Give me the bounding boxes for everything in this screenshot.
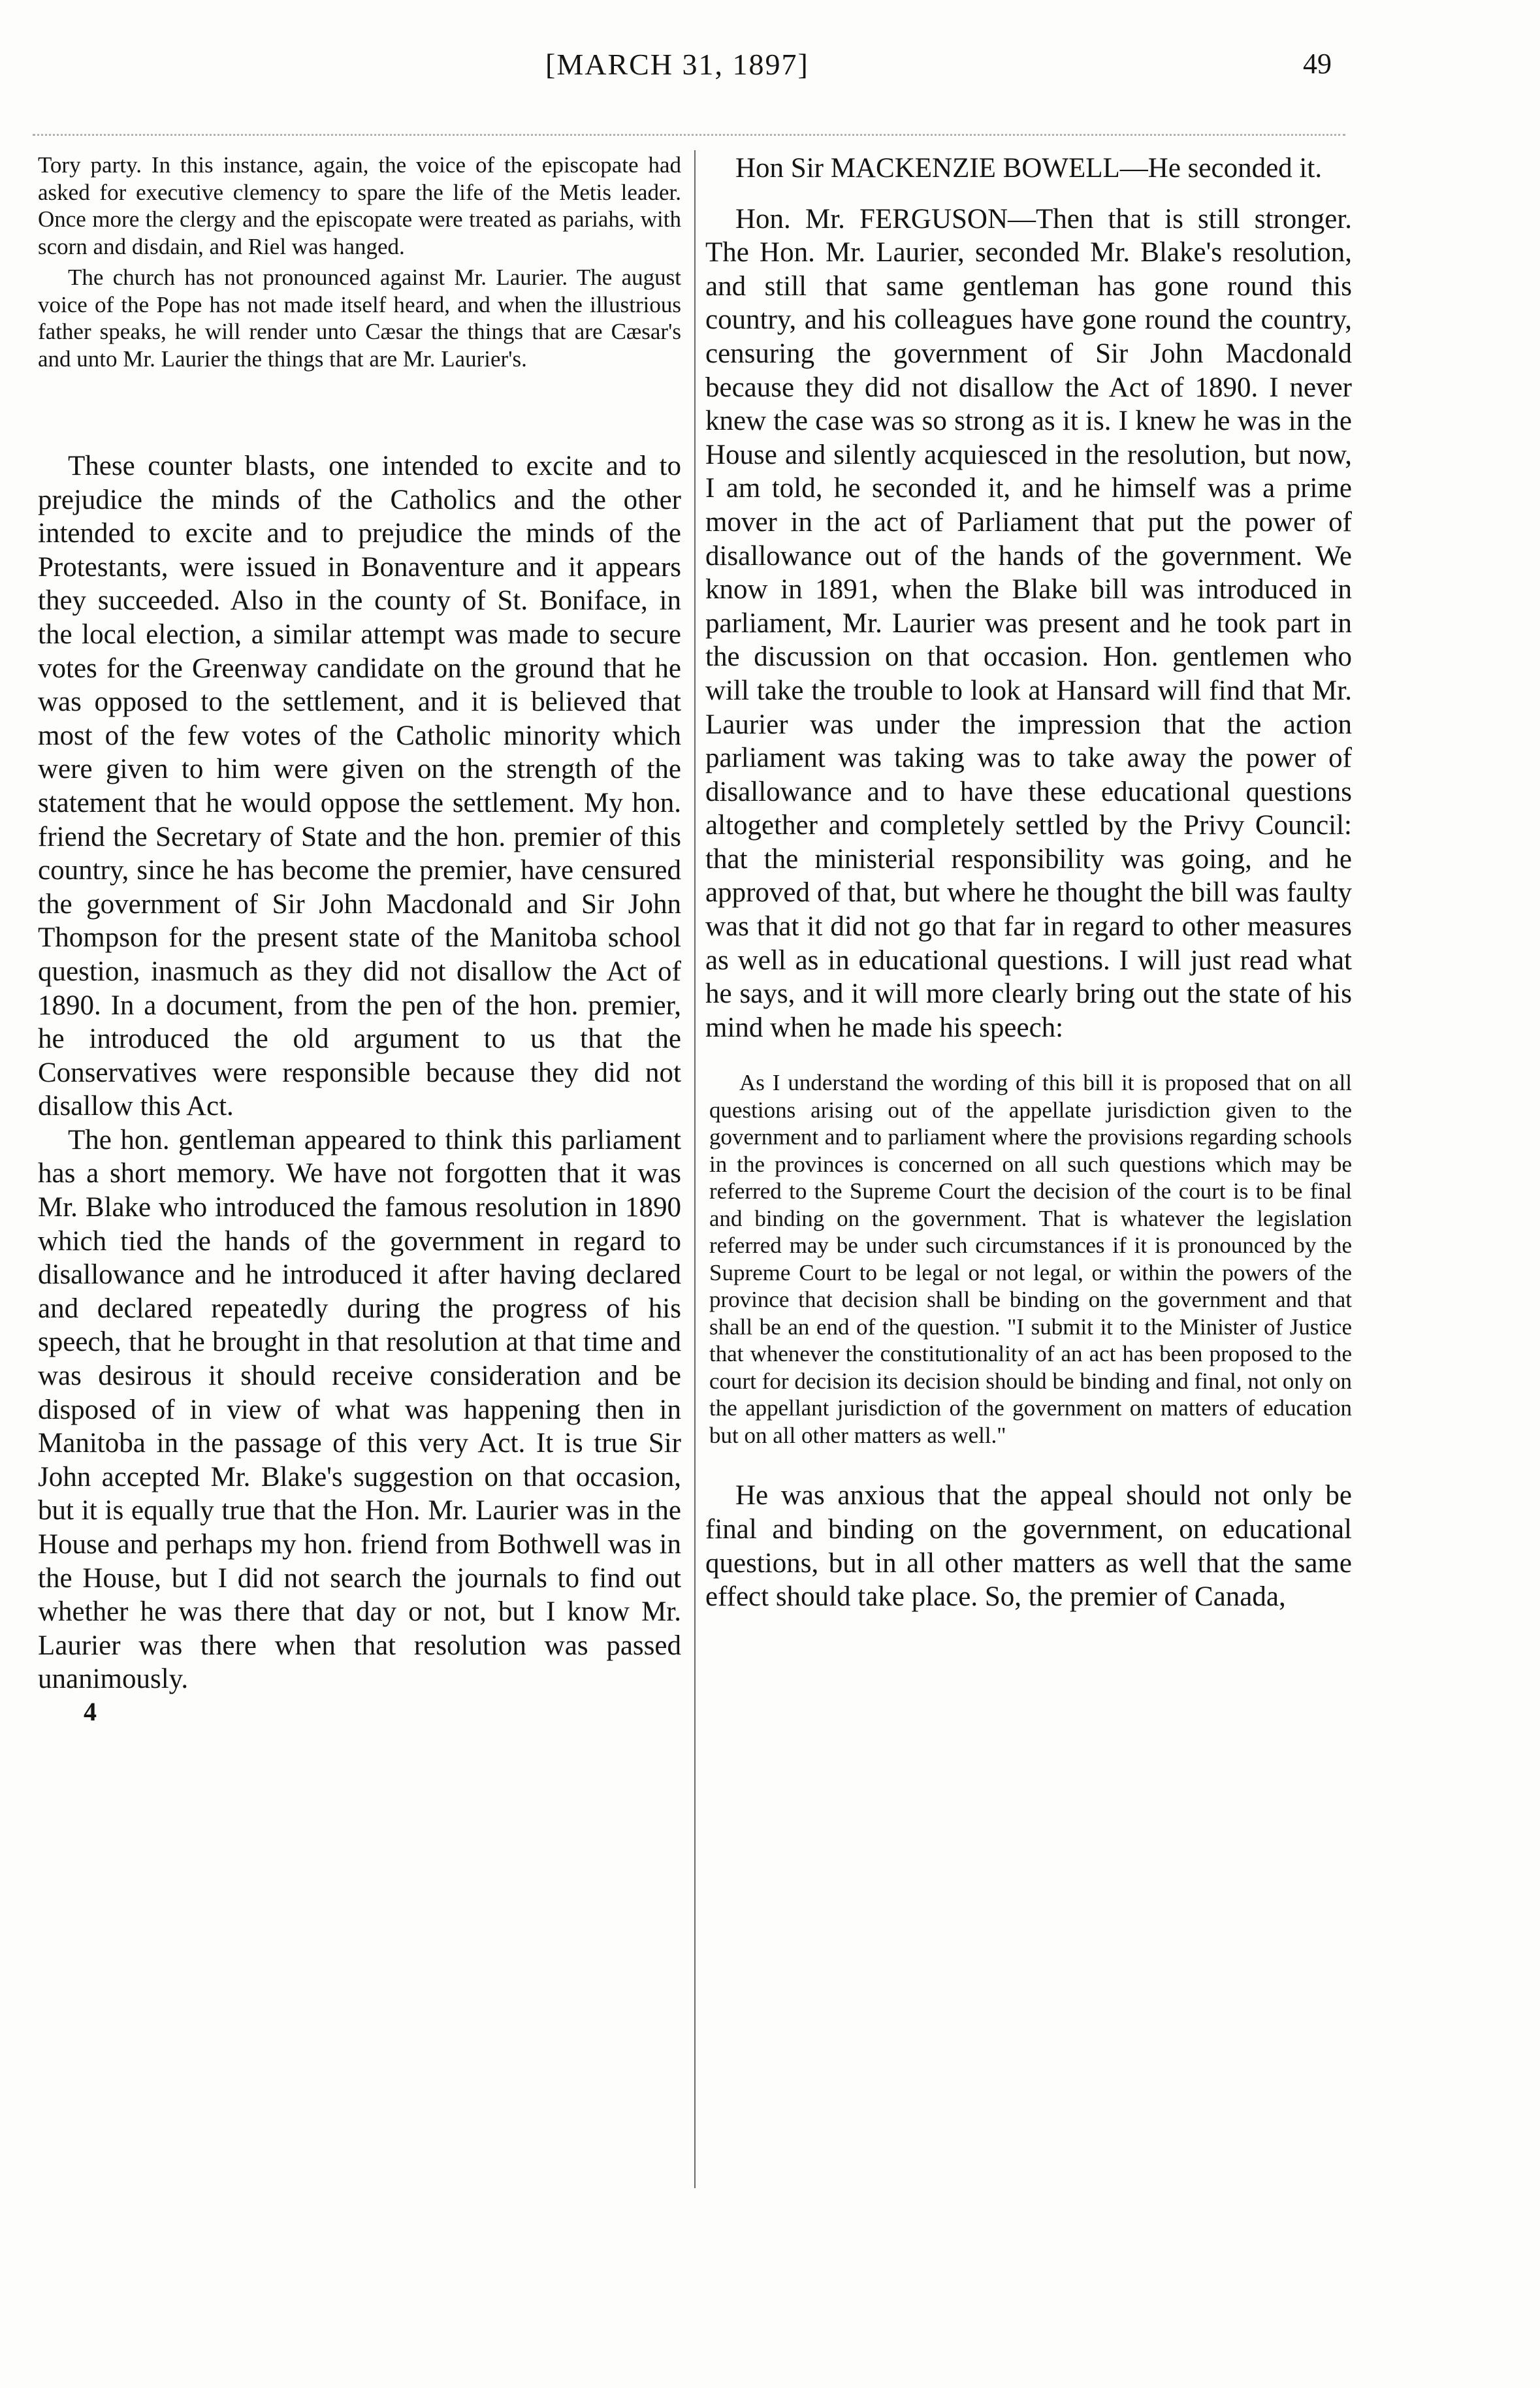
quoted-speech: As I understand the wording of this bill it is proposed that on all questions arising out of the appellate jurisdiction given to the government and to parliament where the provisions regarding schools in the provinces is concerned on all such questions which may be referred to the Supreme Court the decision of the court is to be final and binding on the government. That is whatever the legislation referred may be under such circumstances if it is pronounced by the Supreme Court to be legal or not legal, or within the powers of the province that decision shall be binding on the government and that shall be an end of the question. "I submit it to the Minister of Justice that whenever the constitutionality of an act has been proposed to the court for decision its decision should be binding and final, not only on the appellant jurisdiction of the government on matters of education but on all other matters as well." bbox=[709, 1070, 1352, 1448]
quoted-paragraph-1: Tory party. In this instance, again, the voice of the episcopate had asked for executive clemency to spare the life of the Metis leader. Once more the clergy and the episcopate were treated as pariahs, with scorn and disdain, and Riel was hanged. bbox=[38, 152, 681, 259]
page-number: 49 bbox=[1303, 48, 1332, 80]
header-rule bbox=[33, 134, 1345, 136]
body-paragraph-3: He was anxious that the appeal should not only be final and binding on the government, on educational questions, but in all other matters as well that the same effect should take place. So, the premier of Canada, bbox=[705, 1480, 1352, 1613]
column-divider bbox=[694, 150, 696, 2188]
body-paragraph-1: These counter blasts, one intended to excite and to prejudice the minds of the Catholics and the other intended to excite and to prejudice the minds of the Protestants, were issued in Bonaventure and it appears they succeeded. Also in the county of St. Boniface, in the local election, a similar attempt was made to secure votes for the Greenway candidate on the ground that he was opposed to the settlement, and it is believed that most of the few votes of the Catholic minority which were given to him were given on the strength of the statement that he would oppose the settlement. My hon. friend the Secretary of State and the hon. premier of this country, since he has become the premier, have censured the government of Sir John Macdonald and Sir John Thompson for the present state of the Manitoba school question, inasmuch as they did not disallow the Act of 1890. In a document, from the pen of the hon. premier, he introduced the old argument to us that the Conservatives were responsible because they did not disallow this Act. bbox=[38, 451, 681, 1122]
signature-mark: 4 bbox=[84, 1696, 97, 1726]
speaker-paragraph-bowell: Hon Sir MACKENZIE BOWELL—He seconded it. bbox=[735, 153, 1323, 184]
header-date: [MARCH 31, 1897] bbox=[545, 48, 809, 81]
body-paragraph-2: The hon. gentleman appeared to think this parliament has a short memory. We have not forgotten that it was Mr. Blake who introduced the famous resolution in 1890 which tied the hands of the government in regard to disallowance and he introduced it after having declared and declared repeatedly during the progress of his speech, that he brought in that resolution at that time and was desirous it should receive consideration and be disposed of in view of what was happening then in Manitoba in the passage of this very Act. It is true Sir John accepted Mr. Blake's suggestion on that occasion, but it is equally true that the Hon. Mr. Laurier was in the House and perhaps my hon. friend from Bothwell was in the House, but I did not search the journals to find out whether he was there that day or not, but I know Mr. Laurier was there when that resolution was passed unanimously. bbox=[38, 1124, 681, 1695]
right-column bbox=[705, 152, 1352, 1614]
left-column bbox=[38, 152, 681, 1728]
page-header bbox=[0, 47, 1540, 93]
quoted-paragraph-2: The church has not pronounced against Mr. Laurier. The august voice of the Pope has not made itself heard, and when the illustrious father speaks, he will render unto Cæsar the things that are Cæsar's and unto Mr. Laurier the things that are Mr. Laurier's. bbox=[38, 265, 681, 372]
speaker-paragraph-ferguson: Hon. Mr. FERGUSON—Then that is still stronger. The Hon. Mr. Laurier, seconded Mr. Blake's resolution, and still that same gentleman has gone round this country, and his colleagues have gone round the country, censuring the government of Sir John Macdonald because they did not disallow the Act of 1890. I never knew the case was so strong as it is. I knew he was in the House and silently acquiesced in the resolution, but now, I am told, he seconded it, and he himself was a prime mover in the act of Parliament that put the power of disallowance out of the hands of the government. We know in 1891, when the Blake bill was introduced in parliament, Mr. Laurier was present and he took part in the discussion on that occasion. Hon. gentlemen who will take the trouble to look at Hansard will find that Mr. Laurier was under the impression that the action parliament was taking was to take away the power of disallowance and to have these educational questions altogether and completely settled by the Privy Council: that the ministerial responsibility was going, and he approved of that, but where he thought the bill was faulty was that it did not go that far in regard to other measures as well as in educational questions. I will just read what he says, and it will more clearly bring out the state of his mind when he made his speech: bbox=[705, 203, 1352, 1043]
